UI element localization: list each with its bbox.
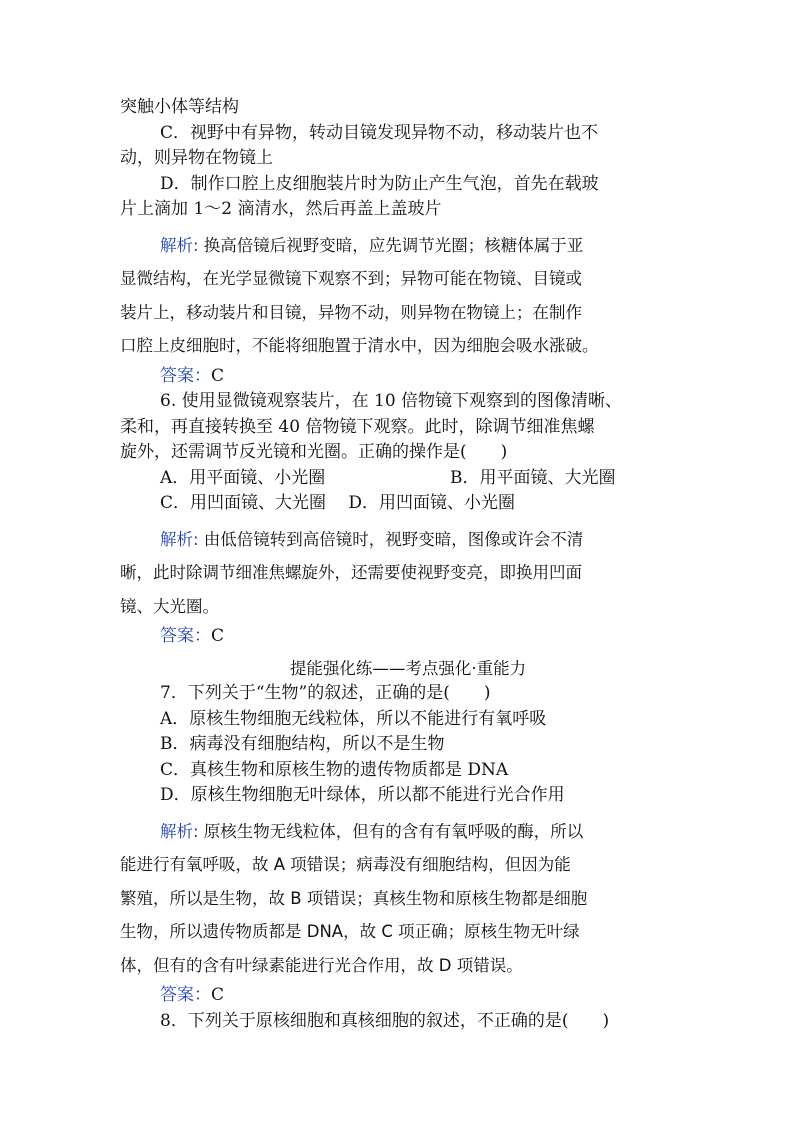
explanation-text: 镜、大光圈。 xyxy=(120,596,219,616)
option-c-line-1: C．视野中有异物，转动目镜发现异物不动，移动装片也不 xyxy=(160,122,599,143)
document-page xyxy=(120,95,676,1034)
q7-option-d: D．原核生物细胞无叶绿体，所以都不能进行光合作用 xyxy=(160,785,565,805)
q7-stem: 7．下列关于“生物”的叙述，正确的是( ) xyxy=(160,683,491,703)
explanation-text: 显微结构，在光学显微镜下观察不到；异物可能在物镜、目镜或 xyxy=(120,269,582,288)
q7-explanation xyxy=(120,815,676,983)
explanation-label: 解析: xyxy=(160,821,199,841)
explanation-text: 晰，此时除调节细准焦螺旋外，还需要使视野变亮，即换用凹面 xyxy=(120,563,582,582)
answer-value: C xyxy=(211,985,225,1005)
explanation-text: 换高倍镜后视野变暗，应先调节光圈；核糖体属于亚 xyxy=(198,235,584,255)
answer-label: 答案： xyxy=(160,626,211,646)
q6-answer xyxy=(120,624,676,650)
answer-value: C xyxy=(211,365,225,386)
option-d-line-2: 片上滴加 1～2 滴清水，然后再盖上盖玻片 xyxy=(120,199,442,219)
explanation-label: 解析: xyxy=(160,529,199,549)
q6-explanation xyxy=(120,523,676,624)
explanation-text: 口腔上皮细胞时，不能将细胞置于清水中，因为细胞会吸水涨破。 xyxy=(120,336,599,355)
section-title: 提能强化练——考点强化·重能力 xyxy=(289,658,527,678)
q7-option-c: C．真核生物和原核生物的遗传物质都是 DNA xyxy=(160,759,509,780)
q7-option-b: B．病毒没有细胞结构，所以不是生物 xyxy=(160,734,445,754)
q6-option-a: A．用平面镜、小光圈 xyxy=(160,467,326,488)
q6-stem-line-2: 柔和，再直接转换至 40 倍物镜下观察。此时，除调节细准焦螺 xyxy=(120,416,595,437)
explanation-text: 原核生物无线粒体，但有的含有有氧呼吸的酶，所以 xyxy=(198,821,584,841)
q7-option-a: A．原核生物细胞无线粒体，所以不能进行有氧呼吸 xyxy=(160,708,547,729)
explanation-text: 体，但有的含有叶绿素能进行光合作用，故 D 项错误。 xyxy=(120,955,523,975)
answer-label: 答案： xyxy=(160,985,211,1005)
answer-label: 答案： xyxy=(160,365,211,386)
q6-option-b: B．用平面镜、大光圈 xyxy=(450,467,616,488)
explanation-text: 繁殖，所以是生物，故 B 项错误；真核生物和原核生物都是细胞 xyxy=(120,888,588,908)
explanation-text: 生物，所以遗传物质都是 DNA，故 C 项正确；原核生物无叶绿 xyxy=(120,922,580,941)
explanation-text: 装片上，移动装片和目镜，异物不动，则异物在物镜上；在制作 xyxy=(120,302,582,322)
answer-value: C xyxy=(211,626,225,646)
q5-answer xyxy=(120,364,676,390)
option-c-line-2: 动，则异物在物镜上 xyxy=(120,148,273,168)
q5-explanation xyxy=(120,229,676,363)
explanation-label: 解析: xyxy=(160,235,199,255)
explanation-text: 由低倍镜转到高倍镜时，视野变暗，图像或许会不清 xyxy=(198,529,584,549)
q7-answer xyxy=(120,983,676,1009)
q8-stem: 8．下列关于原核细胞和真核细胞的叙述，不正确的是( ) xyxy=(160,1010,610,1031)
option-d-line-1: D．制作口腔上皮细胞装片时为防止产生气泡，首先在载玻 xyxy=(160,173,599,194)
q6-stem-line-1: 6. 使用显微镜观察装片，在 10 倍物镜下观察到的图像清晰、 xyxy=(160,391,623,411)
q6-stem-line-3: 旋外，还需调节反光镜和光圈。正确的操作是( ) xyxy=(120,442,508,462)
explanation-text: 能进行有氧呼吸，故 A 项错误；病毒没有细胞结构，但因为能 xyxy=(120,855,571,874)
q6-options-cd: C．用凹面镜、大光圈 D．用凹面镜、小光圈 xyxy=(160,493,516,513)
q6-options-ab xyxy=(120,466,676,492)
text-line: 突触小体等结构 xyxy=(120,97,239,117)
